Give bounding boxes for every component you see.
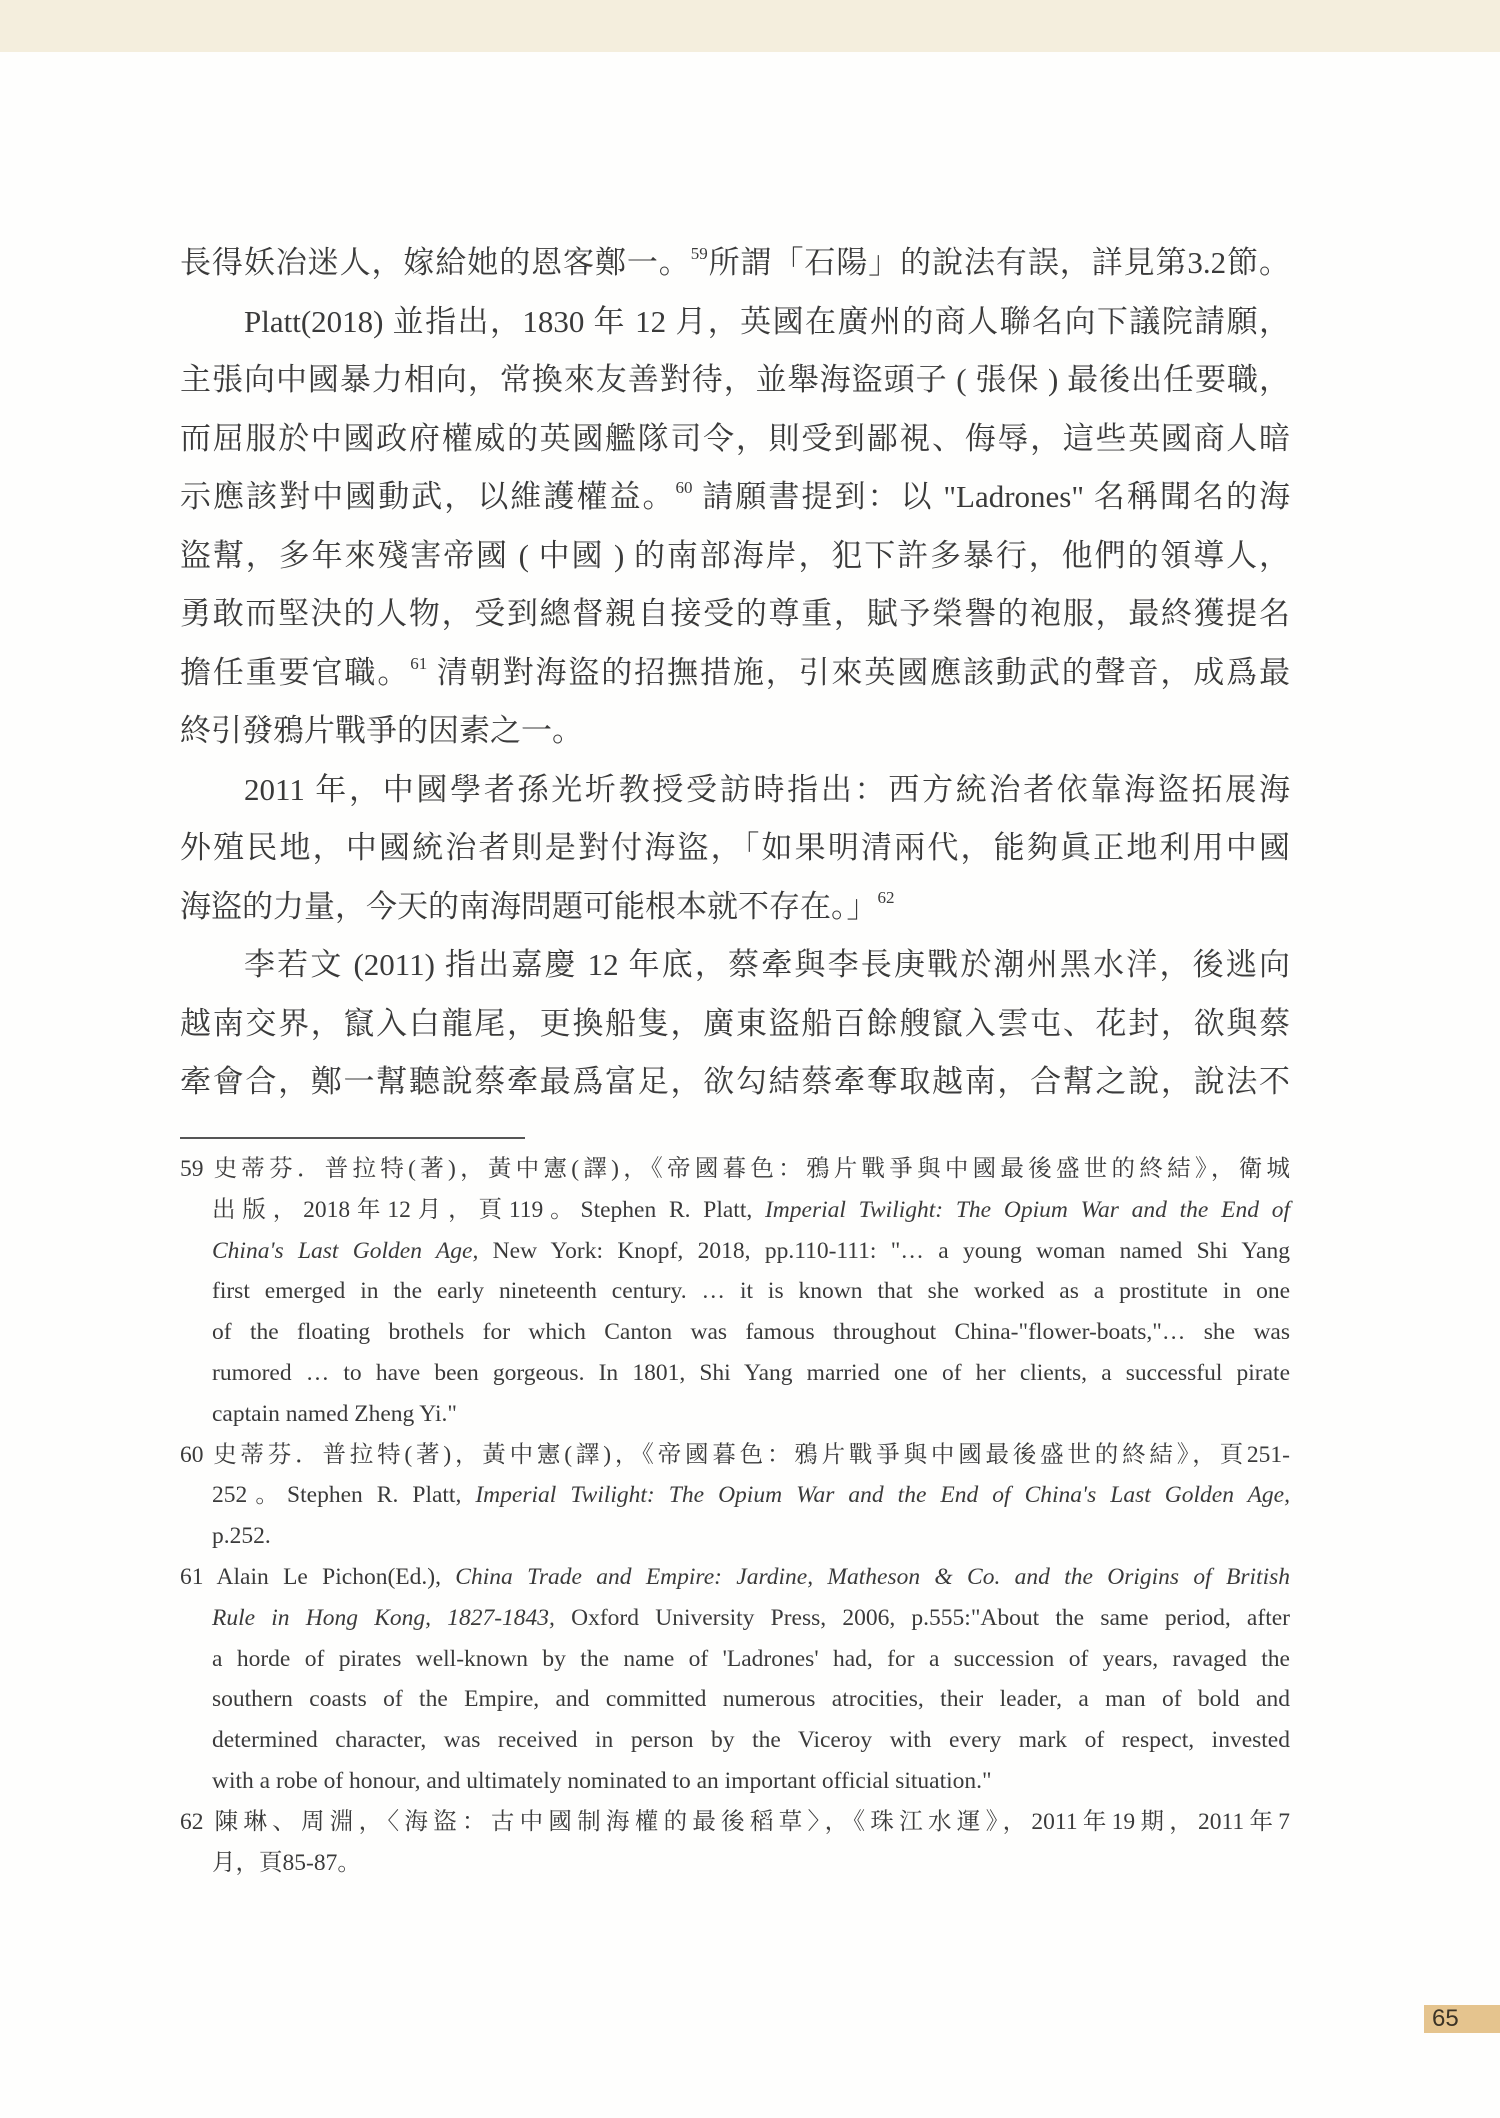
text-segment: 盜幫，多年來殘害帝國 ( 中國 ) 的南部海岸，犯下許多暴行，他們的領導人， — [180, 537, 1290, 573]
text-segment: Platt(2018) 並指出，1830 年 12 月，英國在廣州的商人聯名向下議院請願， — [244, 303, 1290, 339]
text-segment: 62 陳琳、周淵，〈海盜：古中國制海權的最後稻草〉，《珠江水運》，2011年19期，2011年7 — [180, 1808, 1290, 1835]
footnote-line — [180, 1271, 1290, 1312]
body-line — [180, 878, 1290, 937]
body-line — [180, 819, 1290, 878]
text-segment: 所謂「石陽」的說法有誤，詳見第3.2節。 — [707, 245, 1291, 280]
text-segment: with a robe of honour, and ultimately nominated to an important official situation." — [212, 1767, 992, 1794]
text-segment: 清朝對海盜的招撫措施，引來英國應該動武的聲音，成爲最 — [427, 654, 1291, 690]
text-segment: 勇敢而堅決的人物，受到總督親自接受的尊重，賦予榮譽的袍服，最終獲提名 — [180, 596, 1290, 631]
footnote-reference: 59 — [690, 244, 708, 263]
body-line — [180, 995, 1290, 1054]
footnote-line — [180, 1435, 1290, 1476]
footnote-line — [180, 1598, 1290, 1639]
footnote-line — [180, 1394, 1290, 1435]
footnote-reference: 62 — [877, 887, 895, 907]
footnote-reference: 61 — [410, 653, 428, 673]
footnote-line — [180, 1843, 1290, 1884]
text-segment: Oxford University Press, 2006, p.555:"About the same period, after — [554, 1604, 1290, 1631]
text-segment: first emerged in the early nineteenth century. … it is known that she worked as a prostitute in one — [212, 1278, 1290, 1305]
body-line — [180, 936, 1290, 995]
text-segment: 李若文 (2011) 指出嘉慶 12 年底，蔡牽與李長庚戰於潮州黑水洋，後逃向 — [244, 947, 1290, 982]
footnote-line — [180, 1802, 1290, 1843]
italic-title: China's Last Golden Age, — [212, 1237, 479, 1264]
body-line — [180, 351, 1290, 410]
footnote-line — [180, 1231, 1290, 1272]
text-segment: 主張向中國暴力相向，常換來友善對待，並舉海盜頭子 ( 張保 ) 最後出任要職， — [180, 362, 1290, 397]
text-segment: determined character, was received in person by the Viceroy with every mark of respect, invested — [212, 1727, 1290, 1754]
text-segment: 長得妖冶迷人，嫁給她的恩客鄭一。 — [180, 245, 691, 280]
text-segment: 終引發鴉片戰爭的因素之一。 — [180, 713, 583, 748]
body-line — [180, 234, 1290, 293]
footnote-separator — [180, 1137, 525, 1139]
body-line — [180, 468, 1290, 527]
text-segment: captain named Zheng Yi." — [212, 1400, 457, 1427]
text-segment: 月，頁85-87。 — [212, 1849, 361, 1876]
footnote-line — [180, 1639, 1290, 1680]
text-segment: 牽會合，鄭一幫聽說蔡牽最爲富足，欲勾結蔡牽奪取越南，合幫之說，說法不 — [180, 1064, 1290, 1099]
text-segment: 出版，2018年12月，頁119。Stephen R. Platt, — [212, 1196, 765, 1223]
text-segment: 海盜的力量，今天的南海問題可能根本就不存在。」 — [180, 888, 878, 924]
text-segment: 擔任重要官職。 — [180, 654, 411, 690]
italic-title: Rule in Hong Kong, 1827-1843, — [212, 1604, 555, 1631]
italic-title: China Trade and Empire: Jardine, Matheson & Co. and the Origins of British — [455, 1563, 1290, 1590]
text-segment: southern coasts of the Empire, and committed numerous atrocities, their leader, a man of bold and — [212, 1686, 1290, 1713]
footnote-line — [180, 1720, 1290, 1761]
body-line — [180, 702, 1290, 761]
text-segment: 示應該對中國動武，以維護權益。 — [180, 479, 676, 514]
footnote-line — [180, 1149, 1290, 1190]
page-number: 65 — [1424, 2005, 1500, 2033]
text-segment: a horde of pirates well-known by the name of 'Ladrones' had, for a succession of years, ravaged the — [212, 1645, 1290, 1672]
text-segment: 而屈服於中國政府權威的英國艦隊司令，則受到鄙視、侮辱，這些英國商人暗 — [180, 420, 1290, 456]
footnote-line — [180, 1475, 1290, 1516]
text-segment: 外殖民地，中國統治者則是對付海盜，「如果明清兩代，能夠眞正地利用中國 — [180, 830, 1290, 865]
body-text — [180, 234, 1290, 1112]
footnote-reference: 60 — [675, 478, 693, 497]
footnote-line — [180, 1557, 1290, 1598]
text-segment: New York: Knopf, 2018, pp.110-111: "… a young woman named Shi Yang — [478, 1237, 1290, 1264]
text-segment: 2011 年，中國學者孫光圻教授受訪時指出：西方統治者依靠海盜拓展海 — [244, 771, 1290, 807]
text-segment: 60 史蒂芬．普拉特(著)，黃中憲(譯)，《帝國暮色：鴉片戰爭與中國最後盛世的終結》，頁251- — [180, 1441, 1290, 1468]
body-line — [180, 527, 1290, 586]
text-segment: 61 Alain Le Pichon(Ed.), — [180, 1563, 456, 1590]
footnote-line — [180, 1190, 1290, 1231]
footnote-line — [180, 1761, 1290, 1802]
italic-title: Imperial Twilight: The Opium War and the End of — [764, 1196, 1290, 1223]
text-segment: 59 史蒂芬．普拉特(著)，黃中憲(譯)，《帝國暮色：鴉片戰爭與中國最後盛世的終結》，衛城 — [180, 1156, 1290, 1182]
footnote-line — [180, 1353, 1290, 1394]
body-line — [180, 293, 1290, 352]
text-segment: 252。Stephen R. Platt, — [212, 1482, 476, 1509]
italic-title: Imperial Twilight: The Opium War and the End of China's Last Golden Age, — [475, 1482, 1290, 1509]
text-segment: of the floating brothels for which Canton was famous throughout China-"flower-boats,"… she was — [212, 1319, 1290, 1346]
footnote-line — [180, 1679, 1290, 1720]
body-line — [180, 410, 1290, 469]
text-segment: rumored … to have been gorgeous. In 1801, Shi Yang married one of her clients, a successful pirate — [212, 1359, 1290, 1386]
text-segment: 請願書提到：以 "Ladrones" 名稱聞名的海 — [692, 479, 1290, 514]
footnote-line — [180, 1516, 1290, 1557]
body-line — [180, 644, 1290, 703]
footnote-line — [180, 1312, 1290, 1353]
body-line — [180, 585, 1290, 644]
text-segment: 越南交界，竄入白龍尾，更換船隻，廣東盜船百餘艘竄入雲屯、花封，欲與蔡 — [180, 1005, 1290, 1041]
body-line — [180, 761, 1290, 820]
top-margin-band — [0, 0, 1500, 52]
body-line — [180, 1053, 1290, 1112]
footnotes — [180, 1149, 1290, 1883]
text-segment: p.252. — [212, 1523, 271, 1550]
